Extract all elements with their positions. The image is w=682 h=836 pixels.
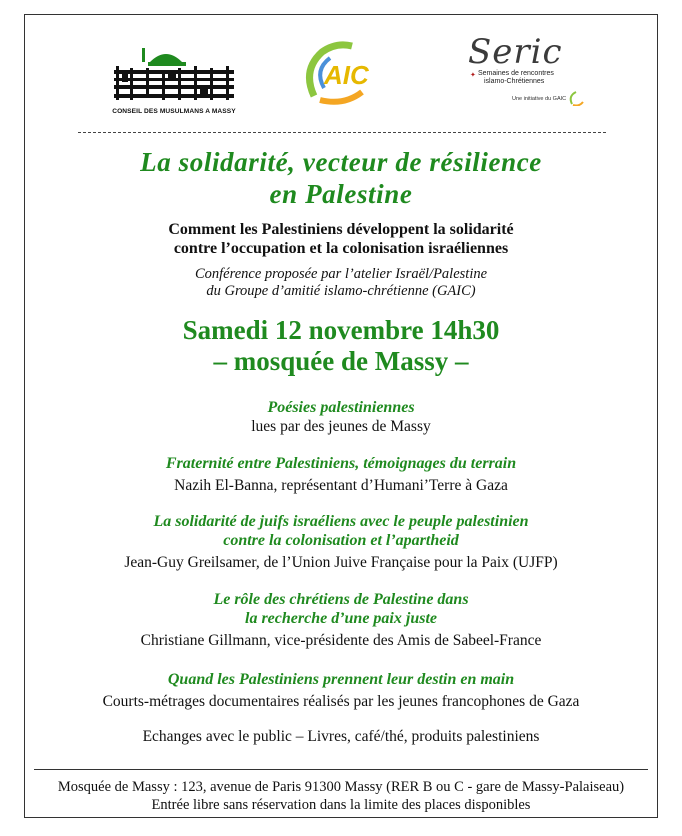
footer [24, 778, 658, 814]
event-date-time: Samedi 12 novembre 14h30 [182, 315, 500, 345]
program-item-title-line1: Le rôle des chrétiens de Palestine dans [213, 591, 469, 608]
program-item-title: Fraternité entre Palestiniens, témoignages du terrain [165, 455, 517, 472]
program-item-title-line2: contre la colonisation et l’apartheid [223, 532, 459, 549]
conference-line1: Conférence proposée par l’atelier Israël/Palestine [194, 266, 488, 282]
subtitle-line1: Comment les Palestiniens développent la solidarité [168, 221, 514, 238]
program-item-title-line1: La solidarité de juifs israéliens avec le peuple palestinien [153, 513, 529, 530]
conference-info [24, 266, 658, 300]
program-item-desc: Courts-métrages documentaires réalisés par les jeunes francophones de Gaza [102, 693, 580, 710]
page-title [24, 146, 658, 210]
event-date-place [24, 315, 658, 377]
program-item-desc: lues par des jeunes de Massy [251, 418, 431, 435]
program-item-1 [24, 398, 658, 436]
aic-logo-text: AIC [324, 60, 369, 90]
seric-subtitle [478, 70, 554, 86]
footer-entry: Entrée libre sans réservation dans la limite des places disponibles [151, 797, 531, 813]
subtitle [24, 220, 658, 258]
program-item-desc: Jean-Guy Greilsamer, de l’Union Juive Française pour la Paix (UJFP) [124, 554, 558, 571]
program-item-title: Quand les Palestiniens prennent leur destin en main [167, 671, 515, 688]
seric-wordmark: Seric [468, 32, 563, 72]
cmm-logo [108, 44, 240, 120]
footer-address: Mosquée de Massy : 123, avenue de Paris 91300 Massy (RER B ou C - gare de Massy-Palaiseau) [57, 779, 625, 795]
title-line2: en Palestine [269, 179, 413, 209]
cmm-caption: CONSEIL DES MUSULMANS A MASSY [112, 108, 236, 115]
program-item-title: Poésies palestiniennes [267, 399, 415, 416]
subtitle-line2: contre l’occupation et la colonisation israéliennes [173, 240, 509, 257]
program-item-3 [24, 512, 658, 572]
seric-initiative: Une initiative du GAIC [512, 96, 567, 102]
program-item-5 [24, 670, 658, 711]
exchanges-note: Echanges avec le public – Livres, café/thé, produits palestiniens [142, 728, 540, 745]
program-item-title-line2: la recherche d’une paix juste [245, 610, 437, 627]
program-item-desc: Christiane Gillmann, vice-présidente des Amis de Sabeel-France [140, 632, 542, 649]
top-separator [78, 132, 606, 133]
conference-line2: du Groupe d’amitié islamo-chrétienne (GAIC) [206, 283, 476, 299]
program-item-desc: Nazih El-Banna, représentant d’Humani’Terre à Gaza [174, 477, 508, 494]
seric-logo [462, 34, 592, 114]
program-item-4 [24, 590, 658, 650]
seric-dots-icon: ✦ [470, 71, 476, 79]
seric-subtitle-line2: islamo-Chrétiennes [484, 78, 545, 85]
aic-mini-logo-icon [568, 90, 588, 106]
title-line1: La solidarité, vecteur de résilience [140, 147, 542, 177]
mosque-calligraphy-icon [108, 44, 240, 108]
aic-logo [300, 40, 392, 106]
aic-swoosh-icon [300, 40, 392, 106]
program-item-2 [24, 454, 658, 495]
footer-separator [34, 769, 648, 770]
event-place: – mosquée de Massy – [213, 346, 469, 376]
seric-subtitle-line1: Semaines de rencontres [478, 70, 554, 77]
